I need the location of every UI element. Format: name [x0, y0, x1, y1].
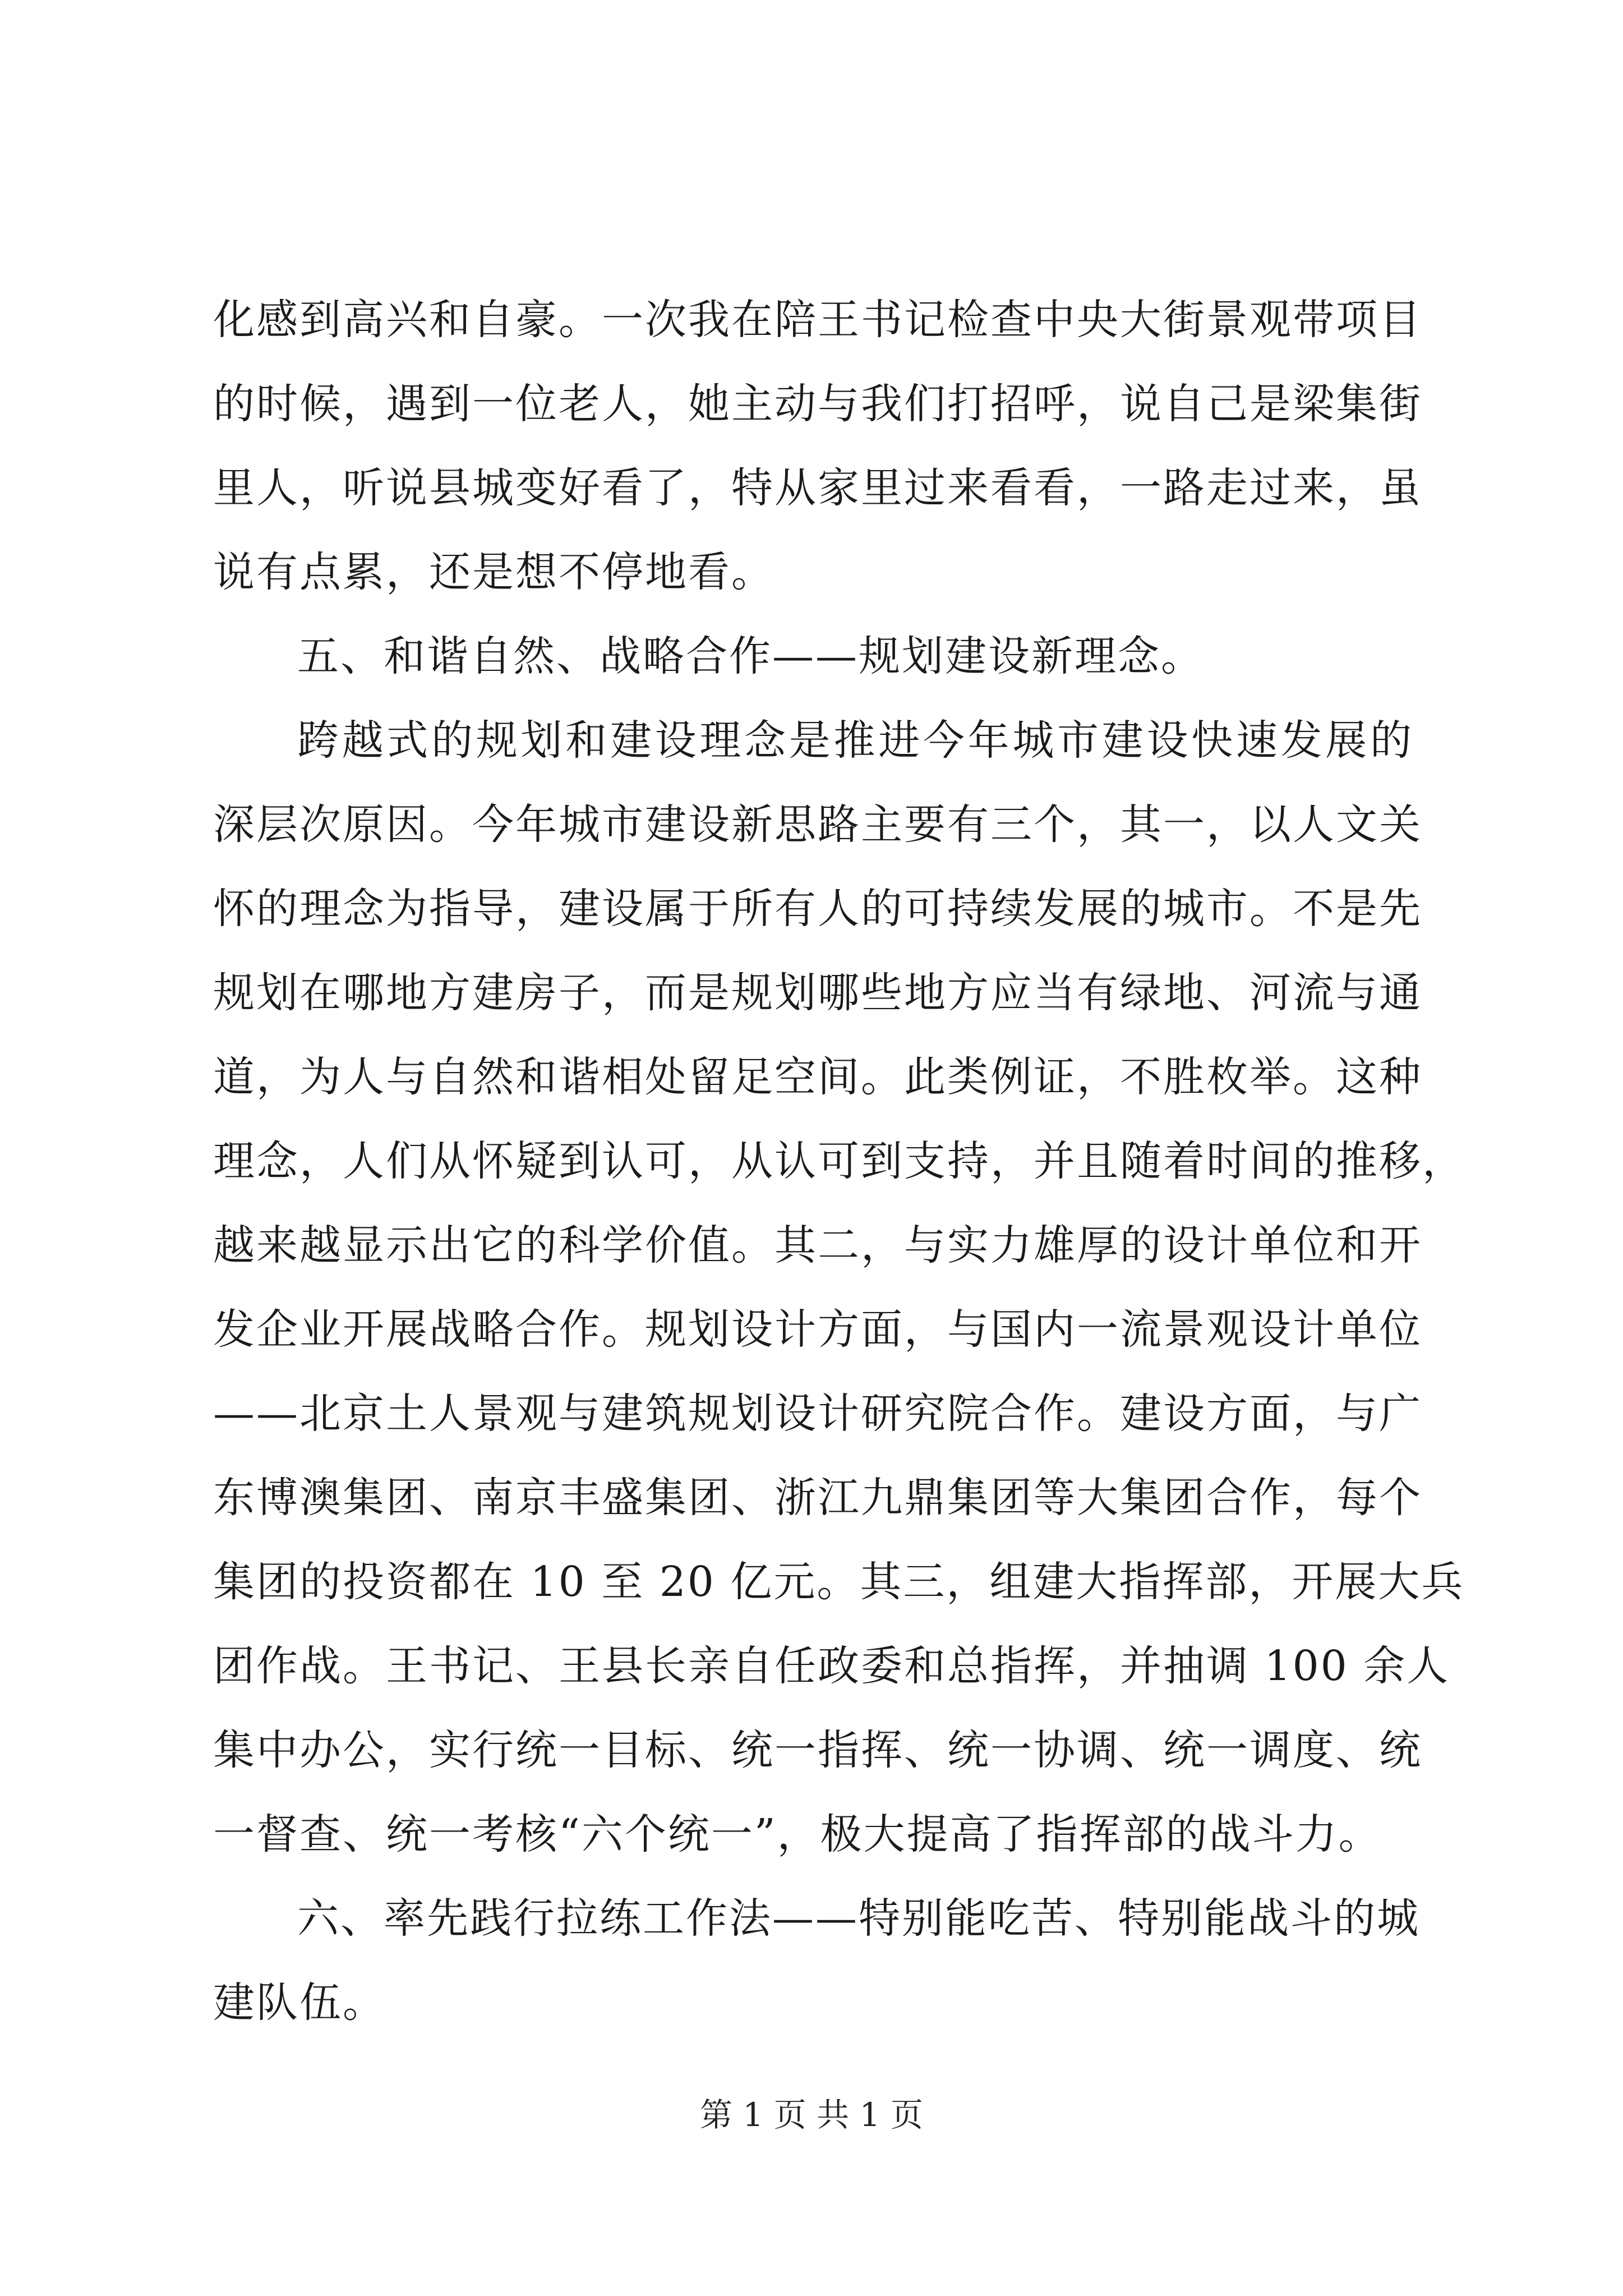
text-line: 跨越式的规划和建设理念是推进今年城市建设快速发展的 — [297, 716, 1413, 765]
text-line: 深层次原因。今年城市建设新思路主要有三个，其一，以人文关 — [213, 800, 1422, 849]
text-line: 说有点累，还是想不停地看。 — [213, 548, 774, 596]
page-number-footer: 第 1 页 共 1 页 — [700, 2096, 923, 2134]
text-line: 理念，人们从怀疑到认可，从认可到支持，并且随着时间的推移， — [213, 1137, 1465, 1185]
text-line: 怀的理念为指导，建设属于所有人的可持续发展的城市。不是先 — [213, 885, 1422, 933]
text-line: 的时候，遇到一位老人，她主动与我们打招呼，说自己是梁集街 — [213, 380, 1422, 428]
text-line: 集中办公，实行统一目标、统一指挥、统一协调、统一调度、统 — [213, 1726, 1422, 1774]
text-line: 一督查、统一考核“六个统一”，极大提高了指挥部的战斗力。 — [213, 1810, 1382, 1858]
text-line: 发企业开展战略合作。规划设计方面，与国内一流景观设计单位 — [213, 1305, 1422, 1354]
text-line: 东博澳集团、南京丰盛集团、浙江九鼎集团等大集团合作，每个 — [213, 1474, 1422, 1522]
text-line: 越来越显示出它的科学价值。其二，与实力雄厚的设计单位和开 — [213, 1221, 1422, 1269]
text-line: 里人，听说县城变好看了，特从家里过来看看，一路走过来，虽 — [213, 464, 1422, 512]
text-line: 化感到高兴和自豪。一次我在陪王书记检查中央大街景观带项目 — [213, 296, 1422, 344]
text-line: 建队伍。 — [213, 1978, 386, 2027]
text-line: 集团的投资都在 10 至 20 亿元。其三，组建大指挥部，开展大兵 — [213, 1558, 1465, 1606]
text-line: 规划在哪地方建房子，而是规划哪些地方应当有绿地、河流与通 — [213, 969, 1422, 1017]
text-line: ——北京土人景观与建筑规划设计研究院合作。建设方面，与广 — [213, 1389, 1422, 1438]
text-line: 道，为人与自然和谐相处留足空间。此类例证，不胜枚举。这种 — [213, 1053, 1422, 1101]
section-heading: 六、率先践行拉练工作法——特别能吃苦、特别能战斗的城 — [297, 1894, 1420, 1943]
section-heading: 五、和谐自然、战略合作——规划建设新理念。 — [297, 632, 1204, 680]
text-line: 团作战。王书记、王县长亲自任政委和总指挥，并抽调 100 余人 — [213, 1642, 1450, 1690]
